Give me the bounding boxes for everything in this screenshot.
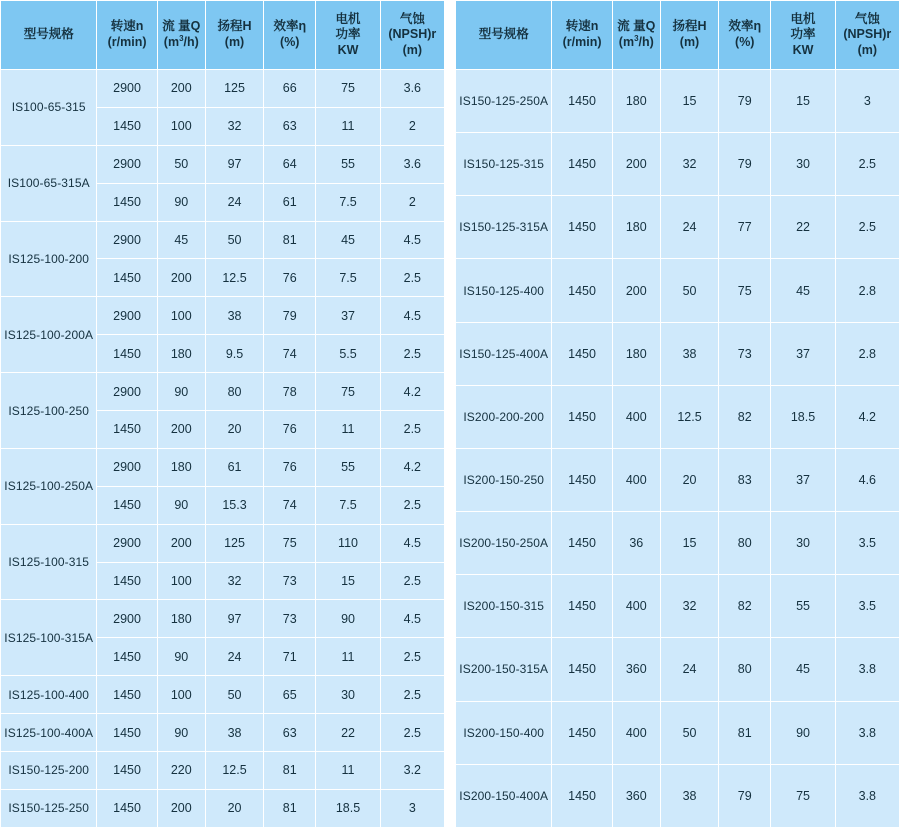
- header-line: 功率: [790, 27, 816, 42]
- data-cell: 2.5: [380, 562, 444, 600]
- column-header-1: [552, 1, 612, 70]
- data-cell: 3.6: [380, 145, 444, 183]
- data-cell: 200: [157, 789, 205, 827]
- data-cell: 24: [205, 638, 263, 676]
- data-cell: 100: [157, 107, 205, 145]
- header-line: 型号规格: [478, 27, 529, 42]
- data-cell: 180: [157, 600, 205, 638]
- data-cell: 2.5: [380, 259, 444, 297]
- data-cell: 180: [612, 70, 660, 133]
- data-cell: 200: [157, 524, 205, 562]
- table-row: [1, 789, 445, 827]
- column-header-1: [97, 1, 157, 70]
- data-cell: 11: [316, 411, 380, 449]
- data-cell: 78: [264, 373, 316, 411]
- data-cell: 2.5: [835, 196, 899, 259]
- data-cell: 2.8: [835, 259, 899, 322]
- data-cell: 1450: [552, 196, 612, 259]
- data-cell: 2.5: [380, 638, 444, 676]
- data-cell: 360: [612, 638, 660, 701]
- data-cell: 200: [157, 70, 205, 108]
- data-cell: 200: [612, 133, 660, 196]
- data-cell: 45: [771, 638, 835, 701]
- model-cell: IS150-125-250: [1, 789, 97, 827]
- data-cell: 11: [316, 107, 380, 145]
- table-row: [1, 145, 445, 183]
- data-cell: 1450: [97, 714, 157, 752]
- data-cell: 80: [719, 638, 771, 701]
- data-cell: 110: [316, 524, 380, 562]
- data-cell: 1450: [552, 259, 612, 322]
- data-cell: 2900: [97, 70, 157, 108]
- header-line: (NPSH)r: [843, 27, 892, 42]
- column-header-6: [380, 1, 444, 70]
- column-header-3: [205, 1, 263, 70]
- data-cell: 1450: [552, 701, 612, 764]
- data-cell: 32: [660, 575, 718, 638]
- table-row: [456, 701, 900, 764]
- data-cell: 1450: [552, 133, 612, 196]
- model-cell: IS125-100-200A: [1, 297, 97, 373]
- data-cell: 1450: [97, 638, 157, 676]
- data-cell: 90: [316, 600, 380, 638]
- data-cell: 32: [205, 562, 263, 600]
- data-cell: 360: [612, 764, 660, 827]
- header-line: 电机: [790, 11, 816, 26]
- column-header-5: [316, 1, 380, 70]
- data-cell: 90: [157, 486, 205, 524]
- header-line: (m): [679, 35, 700, 49]
- model-cell: IS100-65-315A: [1, 145, 97, 221]
- data-cell: 82: [719, 575, 771, 638]
- data-cell: 15: [660, 512, 718, 575]
- data-cell: 3.8: [835, 638, 899, 701]
- model-cell: IS200-150-315A: [456, 638, 552, 701]
- data-cell: 7.5: [316, 486, 380, 524]
- data-cell: 2900: [97, 297, 157, 335]
- data-cell: 400: [612, 448, 660, 511]
- header-row: [456, 1, 900, 70]
- model-cell: IS125-100-250A: [1, 448, 97, 524]
- data-cell: 1450: [97, 259, 157, 297]
- data-cell: 2: [380, 183, 444, 221]
- data-cell: 1450: [97, 183, 157, 221]
- model-cell: IS150-125-400: [456, 259, 552, 322]
- data-cell: 97: [205, 600, 263, 638]
- data-cell: 63: [264, 107, 316, 145]
- header-line: $(m^3/h)$: [163, 34, 199, 50]
- data-cell: 7.5: [316, 259, 380, 297]
- data-cell: 81: [719, 701, 771, 764]
- table-row: [456, 133, 900, 196]
- header-line: (m): [224, 35, 245, 49]
- column-header-4: [719, 1, 771, 70]
- data-cell: 74: [264, 335, 316, 373]
- model-cell: IS125-100-400: [1, 676, 97, 714]
- data-cell: 2.8: [835, 322, 899, 385]
- model-cell: IS100-65-315: [1, 70, 97, 146]
- data-cell: 12.5: [660, 385, 718, 448]
- data-cell: 45: [316, 221, 380, 259]
- header-line: 功率: [335, 27, 361, 42]
- data-cell: 15: [771, 70, 835, 133]
- table-row: [456, 638, 900, 701]
- data-cell: 81: [264, 221, 316, 259]
- data-cell: 2900: [97, 221, 157, 259]
- header-line: 扬程H: [672, 19, 707, 34]
- data-cell: 30: [771, 512, 835, 575]
- data-cell: 3.5: [835, 512, 899, 575]
- table-row: [456, 196, 900, 259]
- data-cell: 73: [719, 322, 771, 385]
- model-cell: IS150-125-200: [1, 752, 97, 790]
- data-cell: 50: [205, 676, 263, 714]
- data-cell: 66: [264, 70, 316, 108]
- data-cell: 50: [157, 145, 205, 183]
- column-header-5: [771, 1, 835, 70]
- column-header-2: [157, 1, 205, 70]
- data-cell: 2900: [97, 600, 157, 638]
- table-header-right: [456, 1, 900, 70]
- data-cell: 79: [719, 764, 771, 827]
- data-cell: 4.2: [380, 373, 444, 411]
- data-cell: 1450: [552, 385, 612, 448]
- data-cell: 3.8: [835, 764, 899, 827]
- data-cell: 2900: [97, 373, 157, 411]
- data-cell: 100: [157, 297, 205, 335]
- data-cell: 2900: [97, 145, 157, 183]
- data-cell: 76: [264, 259, 316, 297]
- data-cell: 7.5: [316, 183, 380, 221]
- data-cell: 61: [264, 183, 316, 221]
- data-cell: 4.5: [380, 600, 444, 638]
- header-line: 流 量Q: [162, 18, 201, 33]
- data-cell: 11: [316, 638, 380, 676]
- model-cell: IS200-200-200: [456, 385, 552, 448]
- header-line: 转速n: [110, 19, 144, 34]
- table-row: [1, 70, 445, 108]
- data-cell: 1450: [97, 486, 157, 524]
- data-cell: 180: [612, 322, 660, 385]
- data-cell: 73: [264, 600, 316, 638]
- data-cell: 18.5: [771, 385, 835, 448]
- header-line: 气蚀: [854, 11, 880, 26]
- data-cell: 100: [157, 676, 205, 714]
- data-cell: 74: [264, 486, 316, 524]
- data-cell: 82: [719, 385, 771, 448]
- model-cell: IS200-150-250A: [456, 512, 552, 575]
- data-cell: 15: [316, 562, 380, 600]
- data-cell: 90: [157, 183, 205, 221]
- header-line: 电机: [335, 11, 361, 26]
- data-cell: 11: [316, 752, 380, 790]
- table-row: [456, 322, 900, 385]
- model-cell: IS150-125-315A: [456, 196, 552, 259]
- data-cell: 2.5: [380, 411, 444, 449]
- data-cell: 38: [660, 322, 718, 385]
- data-cell: 30: [316, 676, 380, 714]
- data-cell: 180: [612, 196, 660, 259]
- data-cell: 22: [771, 196, 835, 259]
- data-cell: 83: [719, 448, 771, 511]
- header-line: 效率η: [273, 19, 307, 34]
- data-cell: 4.2: [380, 448, 444, 486]
- data-cell: 75: [719, 259, 771, 322]
- model-cell: IS150-125-250A: [456, 70, 552, 133]
- data-cell: 400: [612, 701, 660, 764]
- header-line: 型号规格: [23, 27, 74, 42]
- data-cell: 75: [316, 70, 380, 108]
- data-cell: 37: [771, 322, 835, 385]
- header-line: 气蚀: [399, 11, 425, 26]
- table-row: [1, 524, 445, 562]
- column-header-4: [264, 1, 316, 70]
- data-cell: 180: [157, 335, 205, 373]
- header-line: KW: [792, 42, 814, 57]
- data-cell: 90: [157, 373, 205, 411]
- data-cell: 2.5: [380, 335, 444, 373]
- table-row: [456, 764, 900, 827]
- table-row: [456, 575, 900, 638]
- data-cell: 55: [771, 575, 835, 638]
- data-cell: 36: [612, 512, 660, 575]
- model-cell: IS200-150-315: [456, 575, 552, 638]
- model-cell: IS200-150-400: [456, 701, 552, 764]
- header-line: (m): [402, 42, 423, 57]
- data-cell: 37: [771, 448, 835, 511]
- data-cell: 76: [264, 411, 316, 449]
- model-cell: IS125-100-400A: [1, 714, 97, 752]
- data-cell: 50: [205, 221, 263, 259]
- data-cell: 2: [380, 107, 444, 145]
- header-line: 扬程H: [217, 19, 252, 34]
- header-line: 流 量Q: [617, 18, 656, 33]
- data-cell: 1450: [97, 107, 157, 145]
- model-cell: IS125-100-200: [1, 221, 97, 297]
- data-cell: 1450: [552, 638, 612, 701]
- data-cell: 125: [205, 524, 263, 562]
- table-row: [456, 259, 900, 322]
- table-row: [1, 221, 445, 259]
- data-cell: 38: [205, 714, 263, 752]
- table-row: [1, 752, 445, 790]
- pump-spec-table-left: [0, 0, 445, 828]
- data-cell: 38: [660, 764, 718, 827]
- data-cell: 2900: [97, 524, 157, 562]
- table-row: [456, 70, 900, 133]
- pump-spec-table-right: [455, 0, 900, 828]
- data-cell: 125: [205, 70, 263, 108]
- data-cell: 400: [612, 575, 660, 638]
- data-cell: 18.5: [316, 789, 380, 827]
- header-line: (m): [857, 42, 878, 57]
- data-cell: 1450: [552, 70, 612, 133]
- column-header-0: [456, 1, 552, 70]
- data-cell: 24: [205, 183, 263, 221]
- data-cell: 75: [264, 524, 316, 562]
- table-row: [1, 676, 445, 714]
- data-cell: 1450: [97, 789, 157, 827]
- data-cell: 1450: [552, 575, 612, 638]
- data-cell: 61: [205, 448, 263, 486]
- data-cell: 4.2: [835, 385, 899, 448]
- table-body-right: [456, 70, 900, 828]
- header-line: 转速n: [565, 19, 599, 34]
- table-row: [1, 297, 445, 335]
- data-cell: 1450: [97, 752, 157, 790]
- data-cell: 20: [205, 411, 263, 449]
- header-line: KW: [337, 42, 359, 57]
- data-cell: 1450: [97, 676, 157, 714]
- column-header-3: [660, 1, 718, 70]
- column-header-2: [612, 1, 660, 70]
- data-cell: 90: [157, 714, 205, 752]
- data-cell: 24: [660, 638, 718, 701]
- data-cell: 81: [264, 752, 316, 790]
- data-cell: 90: [157, 638, 205, 676]
- data-cell: 180: [157, 448, 205, 486]
- data-cell: 1450: [552, 322, 612, 385]
- data-cell: 90: [771, 701, 835, 764]
- data-cell: 24: [660, 196, 718, 259]
- data-cell: 71: [264, 638, 316, 676]
- data-cell: 75: [316, 373, 380, 411]
- table-row: [1, 448, 445, 486]
- data-cell: 32: [205, 107, 263, 145]
- data-cell: 12.5: [205, 259, 263, 297]
- data-cell: 400: [612, 385, 660, 448]
- data-cell: 2.5: [380, 676, 444, 714]
- data-cell: 3.8: [835, 701, 899, 764]
- table-row: [456, 512, 900, 575]
- data-cell: 15: [660, 70, 718, 133]
- data-cell: 80: [719, 512, 771, 575]
- table-body-left: [1, 70, 445, 828]
- data-cell: 1450: [552, 512, 612, 575]
- model-cell: IS150-125-315: [456, 133, 552, 196]
- table-row: [456, 448, 900, 511]
- data-cell: 45: [771, 259, 835, 322]
- data-cell: 1450: [97, 562, 157, 600]
- data-cell: 20: [660, 448, 718, 511]
- data-cell: 200: [157, 259, 205, 297]
- data-cell: 1450: [97, 335, 157, 373]
- data-cell: 63: [264, 714, 316, 752]
- header-line: (%): [280, 35, 300, 49]
- data-cell: 4.5: [380, 524, 444, 562]
- data-cell: 50: [660, 259, 718, 322]
- data-cell: 3: [380, 789, 444, 827]
- data-cell: 55: [316, 448, 380, 486]
- data-cell: 64: [264, 145, 316, 183]
- data-cell: 5.5: [316, 335, 380, 373]
- data-cell: 79: [719, 133, 771, 196]
- data-cell: 3.5: [835, 575, 899, 638]
- header-line: 效率η: [728, 19, 762, 34]
- data-cell: 2.5: [380, 486, 444, 524]
- data-cell: 4.5: [380, 297, 444, 335]
- data-cell: 50: [660, 701, 718, 764]
- data-cell: 79: [264, 297, 316, 335]
- header-line: $(m^3/h)$: [618, 34, 654, 50]
- data-cell: 79: [719, 70, 771, 133]
- data-cell: 1450: [552, 448, 612, 511]
- header-line: (r/min): [107, 35, 147, 49]
- data-cell: 32: [660, 133, 718, 196]
- model-cell: IS200-150-250: [456, 448, 552, 511]
- model-cell: IS125-100-250: [1, 373, 97, 449]
- data-cell: 76: [264, 448, 316, 486]
- data-cell: 200: [612, 259, 660, 322]
- data-cell: 45: [157, 221, 205, 259]
- right-table-wrap: [455, 0, 900, 828]
- data-cell: 220: [157, 752, 205, 790]
- data-cell: 200: [157, 411, 205, 449]
- model-cell: IS150-125-400A: [456, 322, 552, 385]
- header-line: (r/min): [562, 35, 602, 49]
- data-cell: 65: [264, 676, 316, 714]
- data-cell: 3: [835, 70, 899, 133]
- data-cell: 2.5: [835, 133, 899, 196]
- left-table-wrap: [0, 0, 445, 828]
- data-cell: 75: [771, 764, 835, 827]
- data-cell: 20: [205, 789, 263, 827]
- data-cell: 2900: [97, 448, 157, 486]
- table-header-left: [1, 1, 445, 70]
- header-line: (%): [735, 35, 755, 49]
- data-cell: 3.6: [380, 70, 444, 108]
- data-cell: 81: [264, 789, 316, 827]
- data-cell: 77: [719, 196, 771, 259]
- data-cell: 38: [205, 297, 263, 335]
- data-cell: 4.5: [380, 221, 444, 259]
- model-cell: IS125-100-315A: [1, 600, 97, 676]
- model-cell: IS125-100-315: [1, 524, 97, 600]
- data-cell: 97: [205, 145, 263, 183]
- header-line: (NPSH)r: [388, 27, 437, 42]
- data-cell: 12.5: [205, 752, 263, 790]
- column-header-6: [835, 1, 899, 70]
- data-cell: 100: [157, 562, 205, 600]
- data-cell: 30: [771, 133, 835, 196]
- data-cell: 4.6: [835, 448, 899, 511]
- data-cell: 1450: [97, 411, 157, 449]
- table-row: [1, 600, 445, 638]
- data-cell: 2.5: [380, 714, 444, 752]
- data-cell: 9.5: [205, 335, 263, 373]
- model-cell: IS200-150-400A: [456, 764, 552, 827]
- table-row: [1, 373, 445, 411]
- data-cell: 3.2: [380, 752, 444, 790]
- data-cell: 80: [205, 373, 263, 411]
- data-cell: 15.3: [205, 486, 263, 524]
- column-header-0: [1, 1, 97, 70]
- table-row: [1, 714, 445, 752]
- header-row: [1, 1, 445, 70]
- data-cell: 1450: [552, 764, 612, 827]
- table-row: [456, 385, 900, 448]
- data-cell: 55: [316, 145, 380, 183]
- data-cell: 22: [316, 714, 380, 752]
- data-cell: 37: [316, 297, 380, 335]
- data-cell: 73: [264, 562, 316, 600]
